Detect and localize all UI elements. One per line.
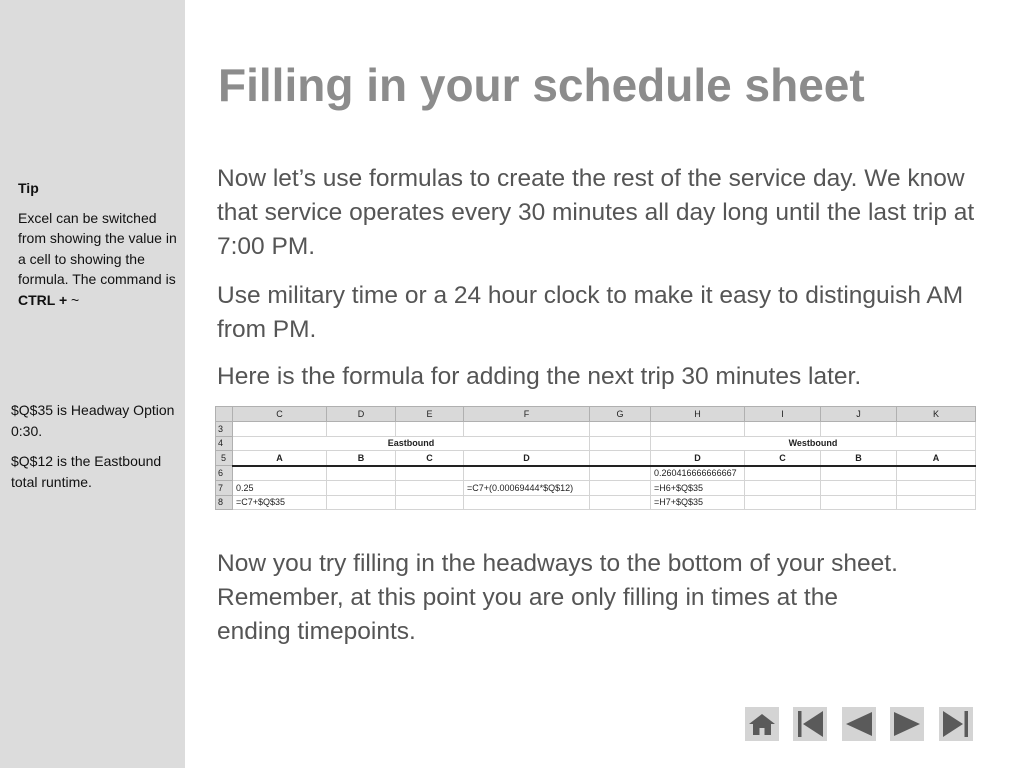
paragraph-try-it: Now you try filling in the headways to the bottom of your sheet. Remember, at this point you are only filling in times at the ending timepoints.: [217, 550, 898, 645]
row-number: 8: [216, 495, 233, 510]
sheet-row: [216, 481, 976, 496]
tip-shortcut-keys: CTRL +: [18, 291, 68, 308]
cell: [396, 422, 464, 437]
cell: [464, 466, 590, 481]
westbound-timepoint: D: [651, 451, 745, 466]
column-header: G: [590, 407, 651, 422]
tip-body-text: Excel can be switched from showing the value in a cell to showing the formula. The command is: [18, 209, 177, 287]
paragraph-military-time: Use military time or a 24 hour clock to make it easy to distinguish AM from PM.: [217, 282, 964, 343]
runtime-note: $Q$12 is the Eastbound total runtime.: [11, 453, 162, 490]
column-header-row: [216, 407, 976, 422]
column-header: F: [464, 407, 590, 422]
row-number: 7: [216, 481, 233, 496]
westbound-label: Westbound: [651, 436, 976, 451]
cell-h6: 0.260416666666667: [651, 466, 745, 481]
tip-body: [18, 208, 178, 311]
previous-slide-button[interactable]: [842, 707, 876, 741]
tip-shortcut-symbol: ~: [71, 291, 80, 308]
first-slide-button[interactable]: [793, 707, 827, 741]
cell: [327, 495, 396, 510]
cell: [745, 481, 821, 496]
cell: [590, 466, 651, 481]
headway-note: $Q$35 is Headway Option 0:30.: [11, 402, 175, 439]
cell: [327, 422, 396, 437]
last-slide-icon: [939, 707, 973, 741]
cell-c7: 0.25: [233, 481, 327, 496]
cell-f7: =C7+(0.00069444*$Q$12): [464, 481, 590, 496]
cell: [590, 422, 651, 437]
cell: [396, 466, 464, 481]
column-header: E: [396, 407, 464, 422]
eastbound-timepoint: B: [327, 451, 396, 466]
paragraph-formulas: Now let’s use formulas to create the rest of the service day. We know that service operates every 30 minutes all day long until the last trip at 7:00 PM.: [217, 165, 975, 260]
note-box: [11, 400, 176, 502]
westbound-timepoint: B: [821, 451, 897, 466]
tip-box: [18, 178, 178, 310]
row-number: 6: [216, 466, 233, 481]
cell: [396, 481, 464, 496]
cell: [821, 495, 897, 510]
next-slide-icon: [890, 707, 924, 741]
direction-row: [216, 436, 976, 451]
eastbound-timepoint: C: [396, 451, 464, 466]
eastbound-label: Eastbound: [233, 436, 590, 451]
column-header: D: [327, 407, 396, 422]
cell-h8: =H7+$Q$35: [651, 495, 745, 510]
sidebar: [0, 0, 185, 768]
cell: [464, 495, 590, 510]
paragraph-formula-intro: Here is the formula for adding the next trip 30 minutes later.: [217, 363, 862, 390]
cell: [590, 481, 651, 496]
last-slide-button[interactable]: [939, 707, 973, 741]
next-slide-button[interactable]: [890, 707, 924, 741]
cell: [651, 422, 745, 437]
cell: [590, 451, 651, 466]
column-header: C: [233, 407, 327, 422]
row-number: 5: [216, 451, 233, 466]
cell: [745, 495, 821, 510]
row-number: 3: [216, 422, 233, 437]
cell: [590, 495, 651, 510]
spreadsheet-screenshot: [215, 406, 976, 510]
column-header: H: [651, 407, 745, 422]
cell: [745, 466, 821, 481]
cell: [464, 422, 590, 437]
cell: [897, 466, 976, 481]
slide-title: Filling in your schedule sheet: [218, 59, 865, 111]
cell: [327, 466, 396, 481]
sheet-row: [216, 422, 976, 437]
eastbound-timepoint: D: [464, 451, 590, 466]
row-number: 4: [216, 436, 233, 451]
cell: [233, 466, 327, 481]
cell: [821, 422, 897, 437]
cell: [396, 495, 464, 510]
cell-c8: =C7+$Q$35: [233, 495, 327, 510]
tip-shortcut: [18, 292, 79, 308]
timepoint-row: [216, 451, 976, 466]
sheet-row: [216, 466, 976, 481]
sheet-row: [216, 495, 976, 510]
column-header: K: [897, 407, 976, 422]
tip-heading: Tip: [18, 180, 39, 196]
cell: [233, 422, 327, 437]
cell-h7: =H6+$Q$35: [651, 481, 745, 496]
previous-slide-icon: [842, 707, 876, 741]
column-header: J: [821, 407, 897, 422]
cell: [821, 481, 897, 496]
cell: [897, 422, 976, 437]
corner-cell: [216, 407, 233, 422]
cell: [327, 481, 396, 496]
cell: [745, 422, 821, 437]
first-slide-icon: [793, 707, 827, 741]
cell: [897, 495, 976, 510]
cell: [590, 436, 651, 451]
column-header: I: [745, 407, 821, 422]
westbound-timepoint: C: [745, 451, 821, 466]
eastbound-timepoint: A: [233, 451, 327, 466]
home-button[interactable]: [745, 707, 779, 741]
cell: [821, 466, 897, 481]
westbound-timepoint: A: [897, 451, 976, 466]
cell: [897, 481, 976, 496]
home-icon: [745, 707, 779, 741]
